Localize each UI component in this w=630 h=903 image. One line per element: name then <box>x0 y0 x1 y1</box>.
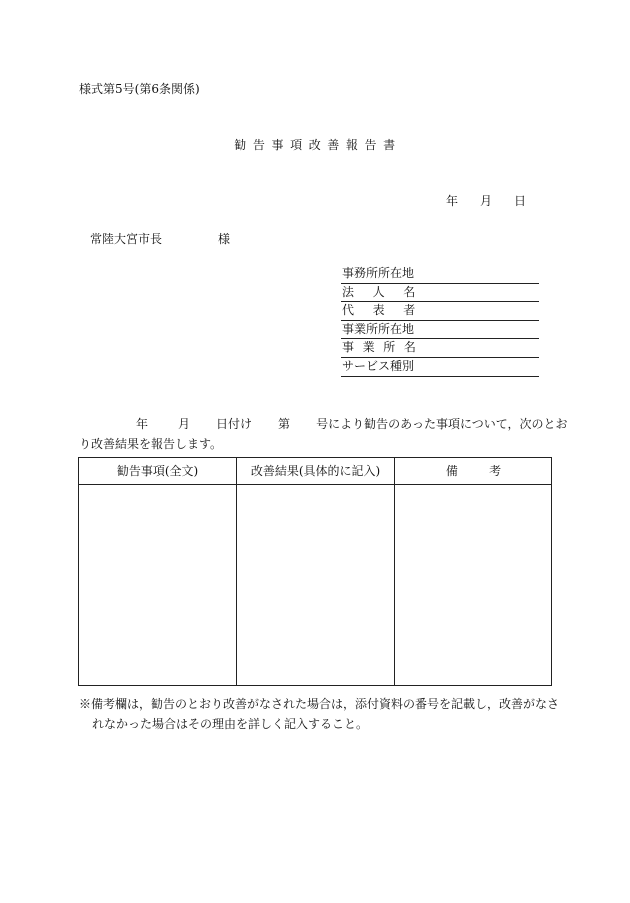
addressee-honorific: 様 <box>218 232 231 246</box>
info-label-representative: 代表者 <box>342 303 434 318</box>
addressee-name: 常陸大宮市長 <box>90 232 163 246</box>
body-line1-rest: 号により勧告のあった事項について，次のとお <box>316 417 568 431</box>
form-number: 様式第5号(第6条関係) <box>79 82 200 96</box>
submission-date <box>446 192 526 209</box>
info-row-corporation-name[interactable] <box>341 284 539 303</box>
addressee <box>90 230 230 247</box>
body-line-2: り改善結果を報告します。 <box>79 437 223 451</box>
info-label-service-type: サービス種別 <box>342 358 415 373</box>
header-improvement: 改善結果(具体的に記入) <box>250 464 381 478</box>
info-label-business-address: 事業所所在地 <box>342 321 415 336</box>
body-year: 年 <box>136 417 149 431</box>
info-row-service-type[interactable] <box>341 358 539 377</box>
body-dated: 日付け <box>216 417 253 431</box>
report-table <box>78 457 552 686</box>
report-body-text <box>79 414 568 454</box>
info-row-business-address[interactable] <box>341 321 539 340</box>
header-recommendation: 勧告事項(全文) <box>116 464 199 478</box>
cell-recommendation[interactable] <box>79 485 236 686</box>
info-row-representative[interactable] <box>341 302 539 321</box>
body-month: 月 <box>178 417 191 431</box>
info-row-business-name[interactable] <box>341 339 539 358</box>
info-label-corporation-name: 法人名 <box>342 284 434 299</box>
cell-improvement[interactable] <box>237 485 394 686</box>
info-row-office-address[interactable] <box>341 265 539 284</box>
date-month-label: 月 <box>480 194 493 208</box>
date-year-label: 年 <box>446 194 459 208</box>
footnote-line-2: れなかった場合はその理由を詳しく記入すること。 <box>92 717 369 731</box>
body-line-1 <box>79 414 568 434</box>
date-day-label: 日 <box>514 194 527 208</box>
cell-remarks[interactable] <box>395 485 552 686</box>
info-label-office-address: 事務所所在地 <box>342 266 415 280</box>
header-remarks: 備考 <box>445 464 533 478</box>
table-header-row <box>79 458 551 485</box>
document-title: 勧告事項改善報告書 <box>234 138 402 152</box>
applicant-info-block <box>341 265 539 377</box>
body-number-prefix: 第 <box>278 417 291 431</box>
info-label-business-name: 事業所名 <box>342 340 425 355</box>
footnote-line-1: ※備考欄は，勧告のとおり改善がなされた場合は，添付資料の番号を記載し，改善がなさ <box>79 697 560 711</box>
footnote <box>79 694 559 734</box>
